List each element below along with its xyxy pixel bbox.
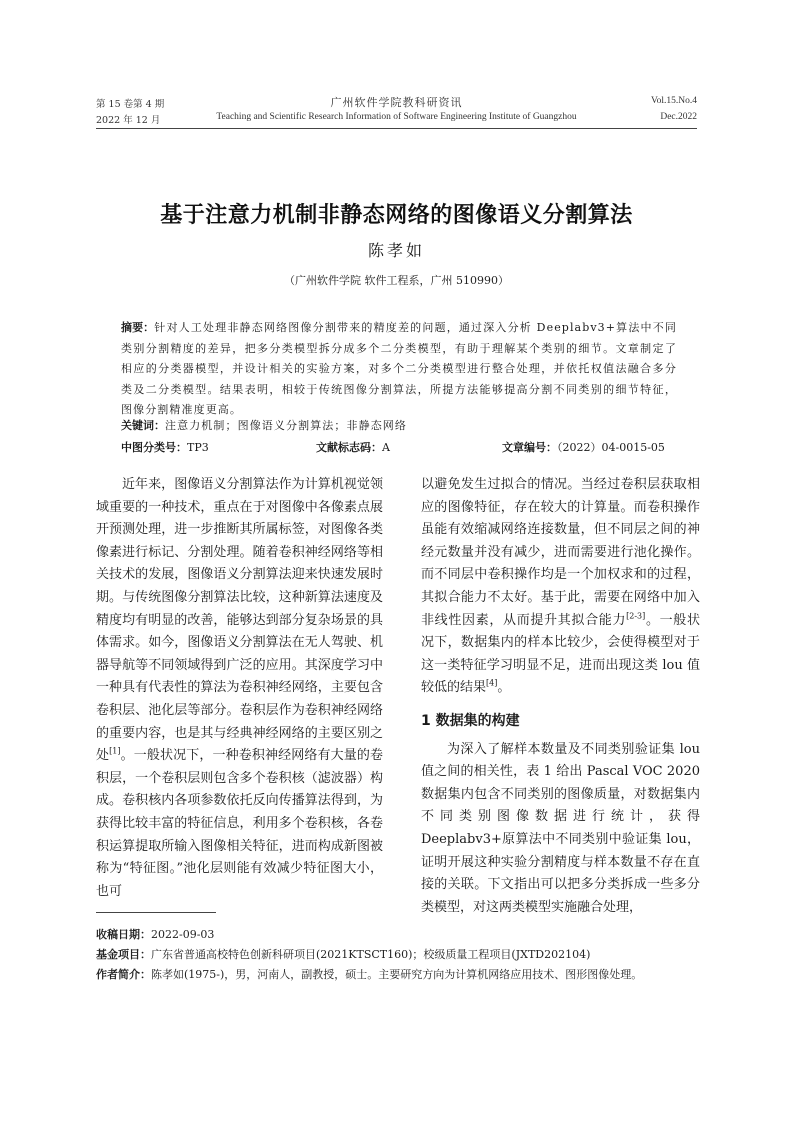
body-column-right [421,474,700,919]
footnote-received: 收稿日期：2022-09-03 [96,928,215,941]
citation: [2-3] [626,611,646,621]
paragraph: 以避免发生过拟合的情况。当经过卷积层获取相应的图像特征，存在较大的计算量。而卷积操作虽能有效缩减网络连接数量，但不同层之间的神经元数量并没有减少，进而需要进行池化操作。而不同层中卷积操作均是一个加权求和的过程，其拟合能力不太好。基于此，需要在网络中加入非线性因素，从而提升其拟合能力[2-3]。一般状况下，数据集内的样本比较少，会使得模型对于这一类特征学习明显不足，进而出现这类 lou 值较低的结果[4]。 [421,477,700,696]
header-rule [96,128,697,129]
date-en: Dec.2022 [660,112,697,122]
footnote-fund: 基金项目：广东省普通高校特色创新科研项目(2021KTSCT160)；校级质量工程项目(JXTD202104) [96,948,591,961]
paper-title: 基于注意力机制非静态网络的图像语义分割算法 [160,203,633,228]
volume-cn: 第 15 卷第 4 期 [96,99,165,110]
paragraph: 近年来，图像语义分割算法作为计算机视觉领域重要的一种技术，重点在于对图像中各像素点展开预测处理，进一步推断其所属标签，对图像各类像素进行标记、分割处理。随着卷积神经网络等相关技术的发展，图像语义分割算法迎来快速发展时期。与传统图像分割算法比较，这种新算法速度及精度均有明显的改善，能够达到部分复杂场景的具体需求。如今，图像语义分割算法在无人驾驶、机器导航等不同领域得到广泛的应用。其深度学习中一种具有代表性的算法为卷积神经网络，主要包含卷积层、池化层等部分。卷积层作为卷积神经网络的重要内容，也是其与经典神经网络的主要区别之处[1]。一般状况下，一种卷积神经网络有大量的卷积层，一个卷积层则包含多个卷积核（滤波器）构成。卷积核内各项参数依托反向传播算法得到，为获得比较丰富的特征信息，利用多个卷积核，各卷积运算提取所输入图像相关特征，进而构成新图被称为“特征图。”池化层则能有效减少特征图大小，也可 [96,477,383,899]
author-name: 陈孝如 [367,241,425,260]
body-column-left [96,474,383,903]
journal-name-en: Teaching and Scientific Research Information of Software Engineering Institute of Guangzhou [216,112,577,122]
keywords-text: 注意力机制；图像语义分割算法；非静态网络 [165,419,407,432]
citation: [1] [109,746,121,756]
date-cn: 2022 年 12 月 [96,115,161,126]
footnote-author-bio: 作者简介：陈孝如(1975-)，男，河南人，副教授，硕士。主要研究方向为计算机网络应用技术、图形图像处理。 [96,968,643,981]
footnote-rule [96,912,216,913]
classification-line [121,439,697,455]
affiliation: （广州软件学院 软件工程系，广州 510990） [284,274,509,287]
clc-number: 中图分类号：TP3 [121,441,209,454]
keywords [121,417,677,433]
running-header [96,96,697,130]
keywords-label: 关键词： [121,419,165,432]
citation: [4] [486,679,498,689]
section-heading: 1 数据集的构建 [421,712,520,729]
abstract-label: 摘要： [121,321,155,334]
document-code: 文献标志码：A [316,441,390,454]
journal-name-cn: 广州软件学院教科研资讯 [330,96,463,109]
abstract-text: 针对人工处理非静态网络图像分割带来的精度差的问题，通过深入分析 Deeplabv3+算法中不同类别分割精度的差异，把多分类模型拆分成多个二分类模型，有助于理解某个类别的细节。文章制定了相应的分类器模型，并设计相关的实验方案，对多个二分类模型进行整合处理，并依托权值法融合多分类及二分类模型。结果表明，相较于传统图像分割算法，所提方法能够提高分割不同类别的细节特征，图像分割精准度更高。 [121,321,678,416]
abstract [121,318,677,421]
volume-en: Vol.15.No.4 [650,96,697,106]
article-number: 文章编号：（2022）04-0015-05 [502,441,665,454]
paragraph: 为深入了解样本数量及不同类别验证集 lou 值之间的相关性，表 1 给出 Pascal VOC 2020 数据集内包含不同类别的图像质量，对数据集内不同类别图像数据进行统计，获得 Deeplabv3+原算法中不同类别中验证集 lou，证明开展这种实验分割精度与样本数量不存在直接的关联。下文指出可以把多分类拆成一些多分类模型，对这两类模型实施融合处理， [421,741,700,915]
